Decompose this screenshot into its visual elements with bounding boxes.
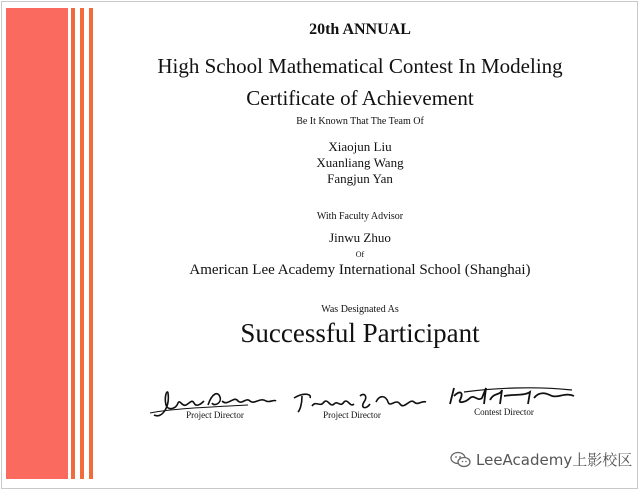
orange-stripe: [80, 8, 84, 479]
advisor-name: Jinwu Zhuo: [329, 230, 391, 245]
designated-label: Was Designated As: [321, 304, 399, 315]
orange-stripe: [71, 8, 75, 479]
red-side-band: [6, 8, 68, 479]
be-it-known-text: Be It Known That The Team Of: [296, 116, 424, 127]
award-title: Successful Participant: [240, 318, 480, 348]
signature-label: Project Director: [323, 410, 381, 420]
watermark-text: LeeAcademy上影校区: [476, 451, 633, 469]
certificate-title: Certificate of Achievement: [246, 86, 474, 110]
school-name: American Lee Academy International School (Shanghai): [189, 262, 531, 278]
watermark: [450, 449, 632, 470]
orange-stripe: [89, 8, 93, 479]
team-member: Xiaojun Liu: [328, 139, 392, 154]
annual-heading: 20th ANNUAL: [309, 21, 411, 38]
signature-label: Contest Director: [474, 407, 534, 417]
wechat-icon: [450, 451, 472, 469]
contest-name: High School Mathematical Contest In Modeling: [157, 54, 563, 78]
signature-label: Project Director: [186, 410, 244, 420]
of-label: Of: [355, 250, 365, 259]
team-member: Xuanliang Wang: [316, 155, 404, 170]
advisor-label: With Faculty Advisor: [316, 211, 404, 222]
team-member: Fangjun Yan: [327, 171, 393, 186]
